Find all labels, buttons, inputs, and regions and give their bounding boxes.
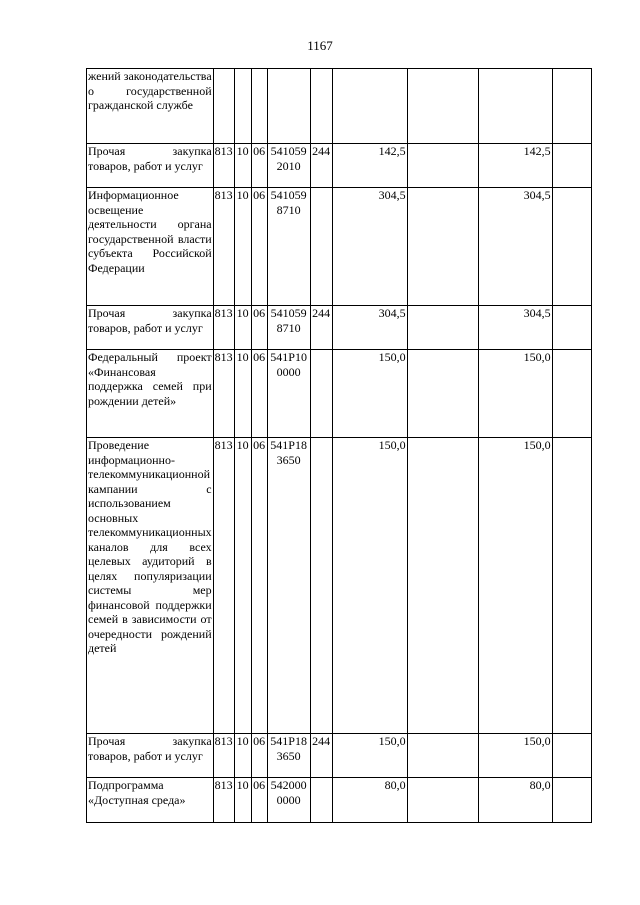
- amount-cell: [332, 69, 407, 144]
- empty-cell: [407, 778, 478, 823]
- rz-cell: 10: [234, 438, 251, 734]
- row-name: Подпрограмма «Доступная среда»: [87, 778, 214, 823]
- rz-cell: 10: [234, 144, 251, 188]
- csr-cell: 5410598710: [267, 306, 310, 350]
- table-row: [87, 69, 592, 144]
- amount-cell: 150,0: [478, 350, 552, 438]
- csr-cell: [267, 69, 310, 144]
- empty-cell: [552, 144, 591, 188]
- amount-cell: 304,5: [332, 188, 407, 306]
- grbs-cell: 813: [213, 144, 234, 188]
- rz-cell: 10: [234, 306, 251, 350]
- row-name: жений законодательства о государственной гражданской службе: [87, 69, 214, 144]
- pr-cell: 06: [251, 188, 267, 306]
- empty-cell: [552, 734, 591, 778]
- empty-cell: [407, 69, 478, 144]
- amount-cell: 150,0: [332, 438, 407, 734]
- amount-cell: 142,5: [332, 144, 407, 188]
- empty-cell: [407, 350, 478, 438]
- csr-cell: 5410592010: [267, 144, 310, 188]
- amount-cell: 80,0: [332, 778, 407, 823]
- amount-cell: [478, 69, 552, 144]
- rz-cell: 10: [234, 188, 251, 306]
- empty-cell: [552, 69, 591, 144]
- grbs-cell: 813: [213, 438, 234, 734]
- rz-cell: 10: [234, 350, 251, 438]
- vr-cell: [310, 438, 332, 734]
- row-name: Прочая закупка товаров, работ и услуг: [87, 306, 214, 350]
- vr-cell: [310, 188, 332, 306]
- vr-cell: [310, 778, 332, 823]
- empty-cell: [407, 306, 478, 350]
- amount-cell: 304,5: [332, 306, 407, 350]
- amount-cell: 150,0: [332, 734, 407, 778]
- empty-cell: [552, 188, 591, 306]
- table-row: [87, 350, 592, 438]
- rz-cell: 10: [234, 778, 251, 823]
- grbs-cell: 813: [213, 734, 234, 778]
- row-name: Информационное освещение деятельности органа государственной власти субъекта Российской Федерации: [87, 188, 214, 306]
- pr-cell: 06: [251, 306, 267, 350]
- amount-cell: 150,0: [478, 438, 552, 734]
- empty-cell: [552, 306, 591, 350]
- empty-cell: [552, 350, 591, 438]
- csr-cell: 541P100000: [267, 350, 310, 438]
- empty-cell: [552, 438, 591, 734]
- vr-cell: [310, 350, 332, 438]
- amount-cell: 80,0: [478, 778, 552, 823]
- pr-cell: 06: [251, 144, 267, 188]
- pr-cell: [251, 69, 267, 144]
- grbs-cell: [213, 69, 234, 144]
- table-row: [87, 188, 592, 306]
- row-name: Проведение информационно-телекоммуникационной кампании с использованием основных телекоммуникационных каналов для всех целевых аудиторий в целях популяризации системы мер финансовой поддержки семей в зависимости от очередности рождений детей: [87, 438, 214, 734]
- page-number: 1167: [307, 38, 333, 53]
- empty-cell: [407, 734, 478, 778]
- pr-cell: 06: [251, 778, 267, 823]
- pr-cell: 06: [251, 734, 267, 778]
- csr-cell: 541P183650: [267, 734, 310, 778]
- amount-cell: 304,5: [478, 188, 552, 306]
- vr-cell: 244: [310, 306, 332, 350]
- empty-cell: [407, 188, 478, 306]
- table-row: [87, 734, 592, 778]
- empty-cell: [407, 438, 478, 734]
- pr-cell: 06: [251, 438, 267, 734]
- amount-cell: 150,0: [332, 350, 407, 438]
- empty-cell: [552, 778, 591, 823]
- grbs-cell: 813: [213, 778, 234, 823]
- grbs-cell: 813: [213, 188, 234, 306]
- vr-cell: 244: [310, 144, 332, 188]
- csr-cell: 541P183650: [267, 438, 310, 734]
- table-row: [87, 306, 592, 350]
- amount-cell: 142,5: [478, 144, 552, 188]
- row-name: Федеральный проект «Финансовая поддержка семей при рождении детей»: [87, 350, 214, 438]
- grbs-cell: 813: [213, 350, 234, 438]
- csr-cell: 5420000000: [267, 778, 310, 823]
- row-name: Прочая закупка товаров, работ и услуг: [87, 734, 214, 778]
- table-row: [87, 438, 592, 734]
- amount-cell: 150,0: [478, 734, 552, 778]
- empty-cell: [407, 144, 478, 188]
- csr-cell: 5410598710: [267, 188, 310, 306]
- amount-cell: 304,5: [478, 306, 552, 350]
- budget-table: [86, 68, 592, 823]
- table-row: [87, 144, 592, 188]
- rz-cell: 10: [234, 734, 251, 778]
- vr-cell: [310, 69, 332, 144]
- vr-cell: 244: [310, 734, 332, 778]
- grbs-cell: 813: [213, 306, 234, 350]
- rz-cell: [234, 69, 251, 144]
- pr-cell: 06: [251, 350, 267, 438]
- row-name: Прочая закупка товаров, работ и услуг: [87, 144, 214, 188]
- table-row: [87, 778, 592, 823]
